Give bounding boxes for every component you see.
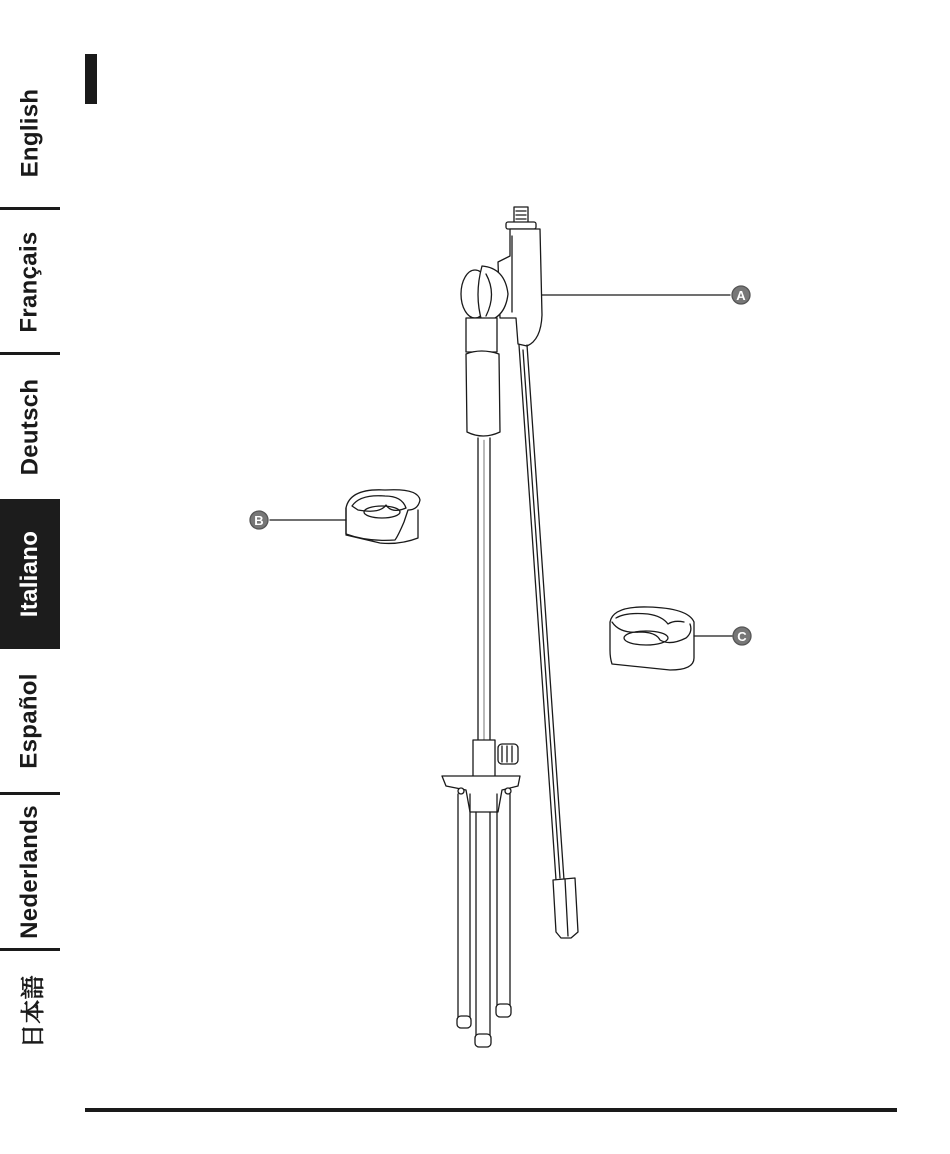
bottom-rule — [85, 1108, 897, 1112]
lang-tab-label: Français — [16, 230, 43, 333]
callout-c — [733, 627, 751, 645]
clip-b — [346, 490, 420, 544]
svg-text:C: C — [737, 629, 747, 644]
lang-tab-label: Nederlands — [16, 804, 43, 939]
lang-tab-label: 日本語 — [19, 974, 47, 1048]
callout-b — [250, 511, 268, 529]
lang-tab-label: Italiano — [16, 530, 44, 618]
lang-tab-label: English — [16, 88, 43, 178]
stand-tube — [442, 318, 520, 1047]
clip-c — [610, 607, 694, 670]
callout-a — [732, 286, 750, 304]
lang-tab-label: Deutsch — [16, 378, 44, 475]
lang-tab-label: Español — [16, 673, 44, 769]
svg-text:A: A — [736, 288, 746, 303]
svg-text:B: B — [254, 513, 264, 528]
